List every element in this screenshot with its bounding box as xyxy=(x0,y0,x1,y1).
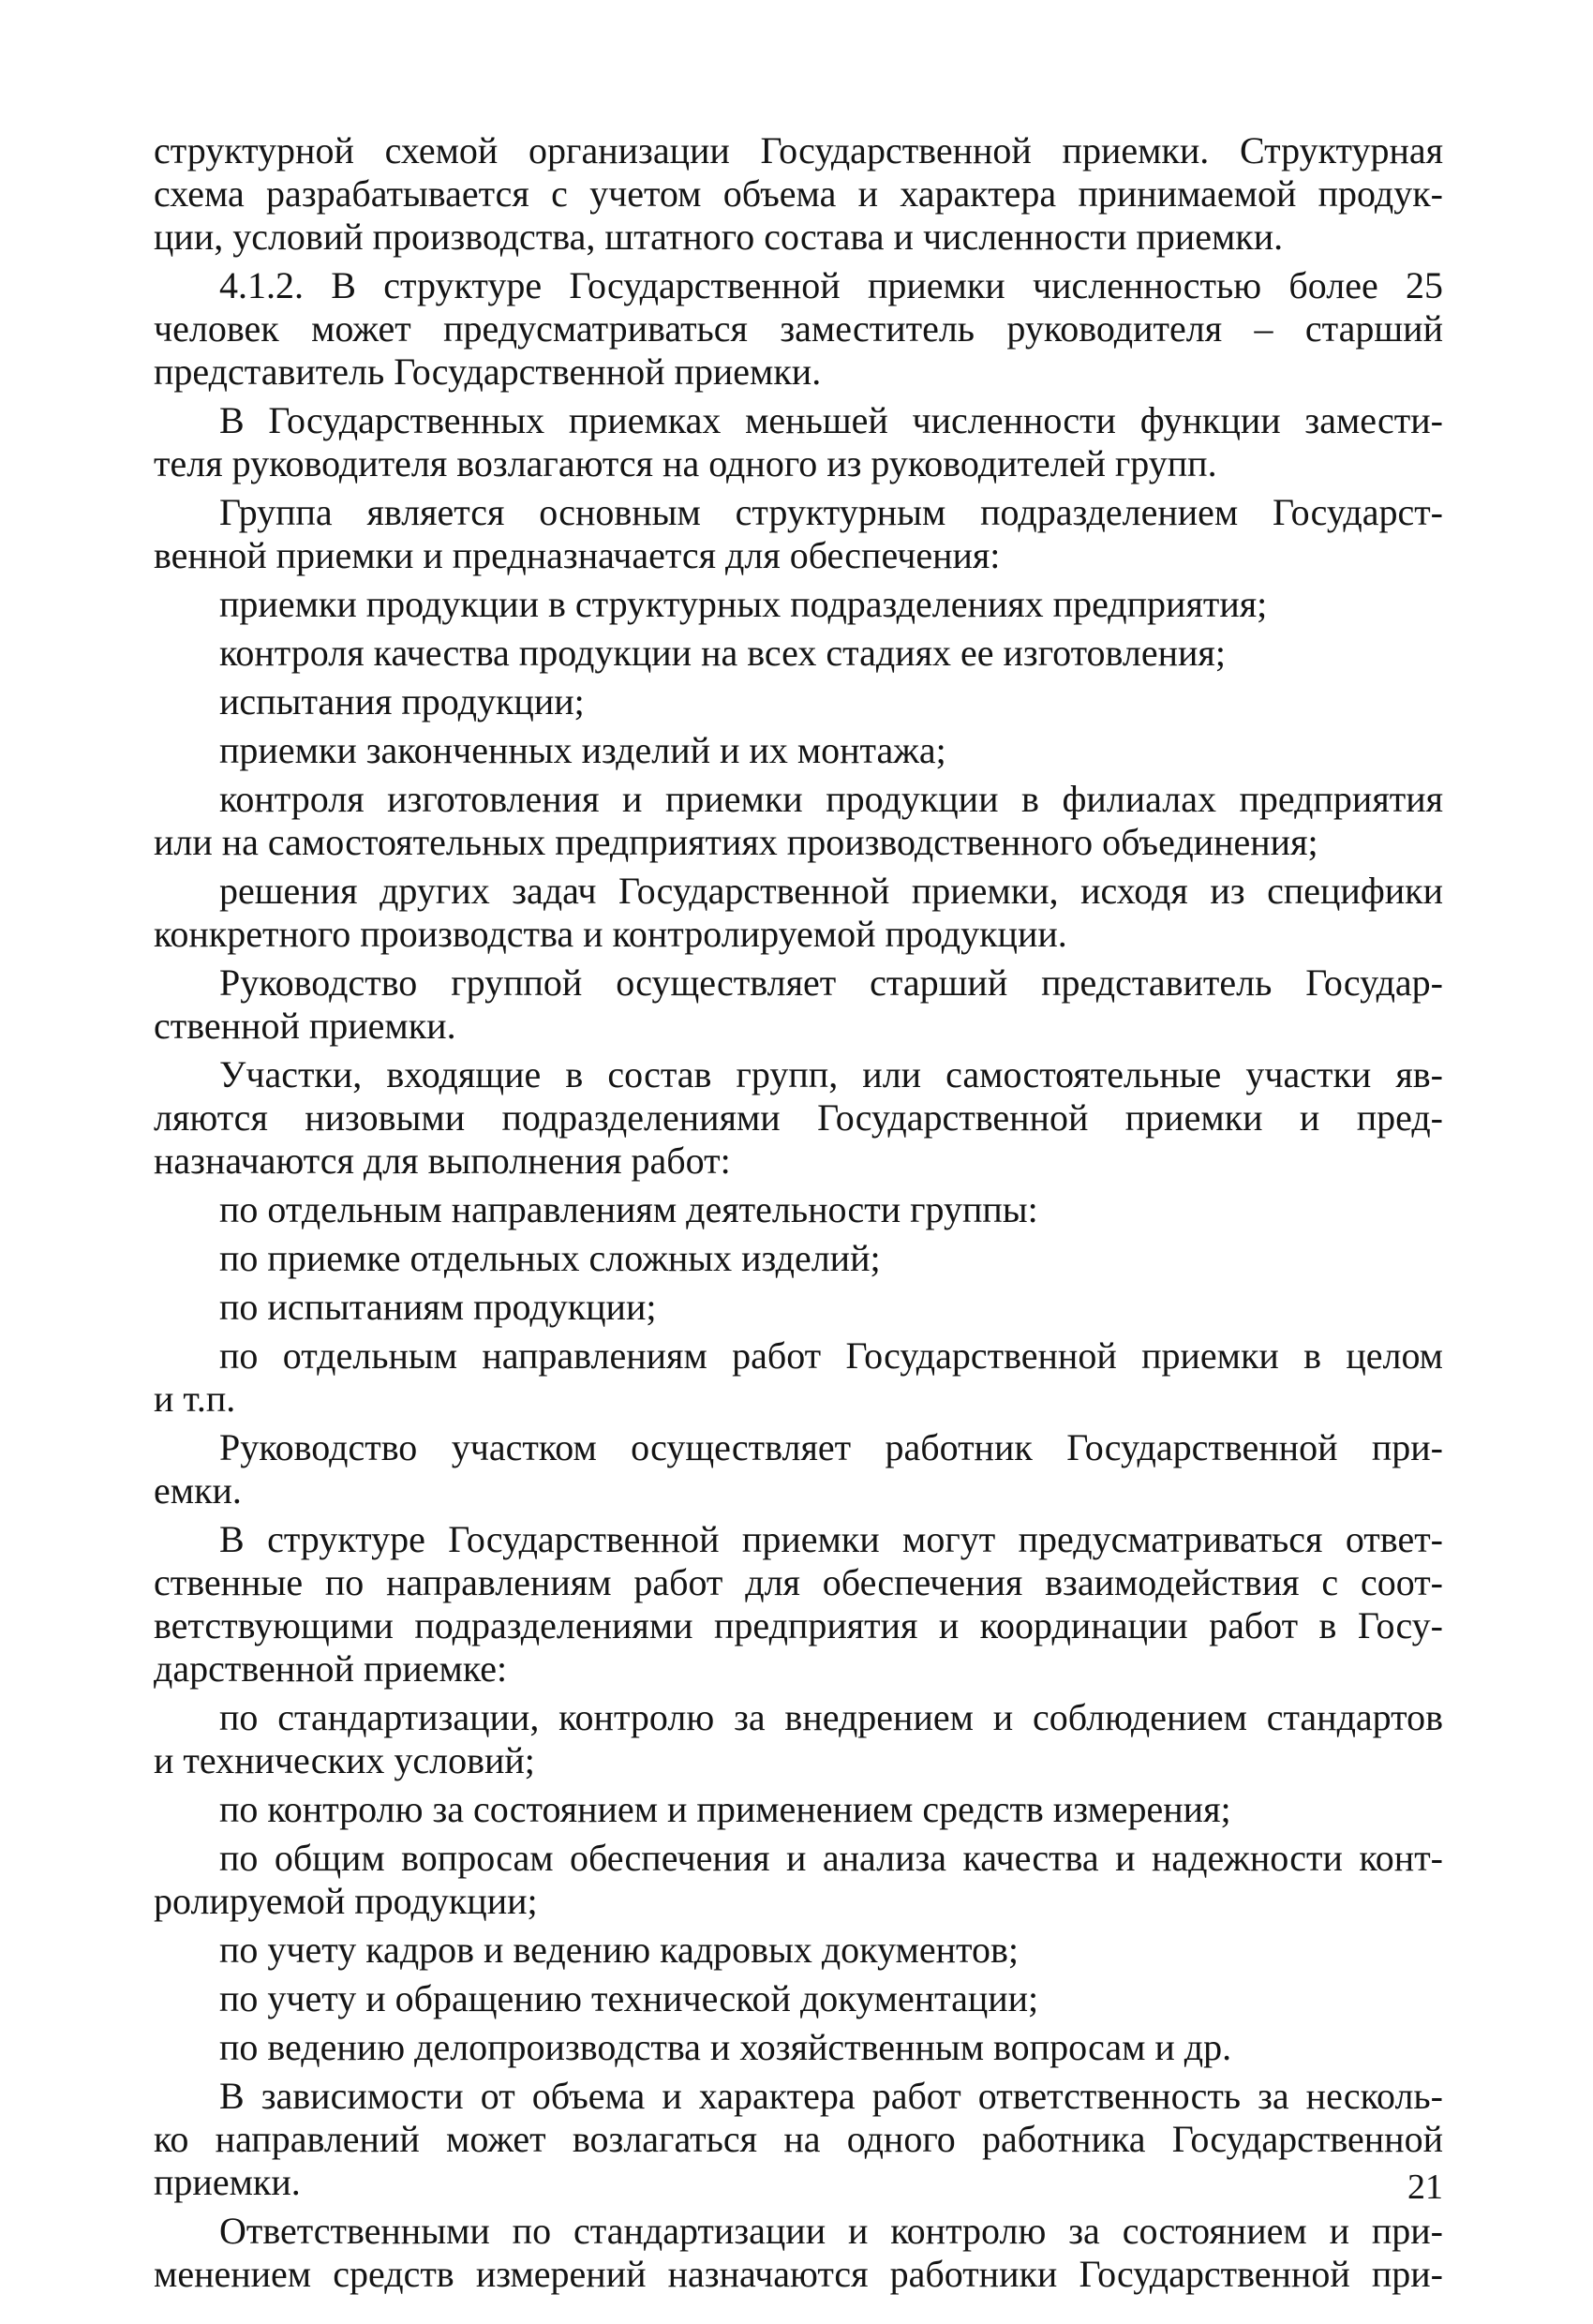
text-line: по учету и обращению технической документации; xyxy=(219,1977,1039,2019)
text-line: и т.п. xyxy=(154,1378,236,1420)
text-line: менением средств измерений назначаются работники Государственной при- xyxy=(154,2253,1443,2295)
text-line: емки. xyxy=(154,1469,242,1512)
text-line: по приемке отдельных сложных изделий; xyxy=(219,1237,881,1279)
text-line: венной приемки и предназначается для обеспечения: xyxy=(154,534,1001,576)
text-line: по стандартизации, контролю за внедрением и соблюдением стандартов xyxy=(219,1696,1443,1738)
text-line: структурной схемой организации Государственной приемки. Структурная xyxy=(154,129,1443,171)
text-line: Руководство участком осуществляет работник Государственной при- xyxy=(219,1426,1443,1468)
text-line: по испытаниям продукции; xyxy=(219,1286,657,1328)
text-line: или на самостоятельных предприятиях производственного объединения; xyxy=(154,821,1318,863)
text-line: схема разрабатывается с учетом объема и характера принимаемой продук- xyxy=(154,172,1443,215)
text-line: ственные по направлениям работ для обеспечения взаимодействия с соот- xyxy=(154,1561,1443,1603)
text-line: дарственной приемке: xyxy=(154,1647,508,1690)
text-line: представитель Государственной приемки. xyxy=(154,350,822,393)
text-line: решения других задач Государственной приемки, исходя из специфики xyxy=(219,870,1443,912)
text-line: по отдельным направлениям деятельности группы: xyxy=(219,1188,1038,1230)
text-line: 4.1.2. В структуре Государственной приемки численностью более 25 xyxy=(219,264,1443,306)
text-line: по отдельным направлениям работ Государственной приемки в целом xyxy=(219,1334,1443,1377)
text-line: конкретного производства и контролируемой продукции. xyxy=(154,913,1067,955)
text-line: ролируемой продукции; xyxy=(154,1880,538,1922)
page-number: 21 xyxy=(1407,2168,1443,2207)
text-line: контроля изготовления и приемки продукции в филиалах предприятия xyxy=(219,778,1443,820)
text-line: В структуре Государственной приемки могут предусматриваться ответ- xyxy=(219,1518,1443,1560)
text-line: испытания продукции; xyxy=(219,680,585,723)
text-line: человек может предусматриваться заместитель руководителя – старший xyxy=(154,307,1443,350)
text-line: теля руководителя возлагаются на одного из руководителей групп. xyxy=(154,442,1217,484)
text-line: ции, условий производства, штатного состава и численности приемки. xyxy=(154,216,1284,258)
text-line: назначаются для выполнения работ: xyxy=(154,1140,731,1182)
text-line: Участки, входящие в состав групп, или самостоятельные участки яв- xyxy=(219,1053,1443,1095)
text-line: ственной приемки. xyxy=(154,1005,456,1047)
text-line: приемки продукции в структурных подразделениях предприятия; xyxy=(219,583,1268,625)
text-line: контроля качества продукции на всех стадиях ее изготовления; xyxy=(219,632,1226,674)
text-line: ляются низовыми подразделениями Государственной приемки и пред- xyxy=(154,1096,1443,1139)
text-line: Руководство группой осуществляет старший представитель Государ- xyxy=(219,961,1443,1004)
text-line: В зависимости от объема и характера работ ответственность за несколь- xyxy=(219,2075,1443,2117)
text-line: ветствующими подразделениями предприятия и координации работ в Госу- xyxy=(154,1604,1443,1646)
text-line: Ответственными по стандартизации и контролю за состоянием и при- xyxy=(219,2210,1443,2252)
text-line: по контролю за состоянием и применением средств измерения; xyxy=(219,1788,1231,1830)
text-line: по ведению делопроизводства и хозяйственным вопросам и др. xyxy=(219,2026,1232,2068)
text-line: ко направлений может возлагаться на одного работника Государственной xyxy=(154,2118,1443,2160)
text-line: В Государственных приемках меньшей численности функции замести- xyxy=(219,399,1443,441)
text-line: Группа является основным структурным подразделением Государст- xyxy=(219,491,1443,533)
text-line: и технических условий; xyxy=(154,1739,535,1781)
text-line: по учету кадров и ведению кадровых документов; xyxy=(219,1929,1019,1971)
text-line: приемки. xyxy=(154,2161,301,2203)
text-line: по общим вопросам обеспечения и анализа качества и надежности конт- xyxy=(219,1837,1443,1879)
text-line: приемки законченных изделий и их монтажа; xyxy=(219,729,946,771)
